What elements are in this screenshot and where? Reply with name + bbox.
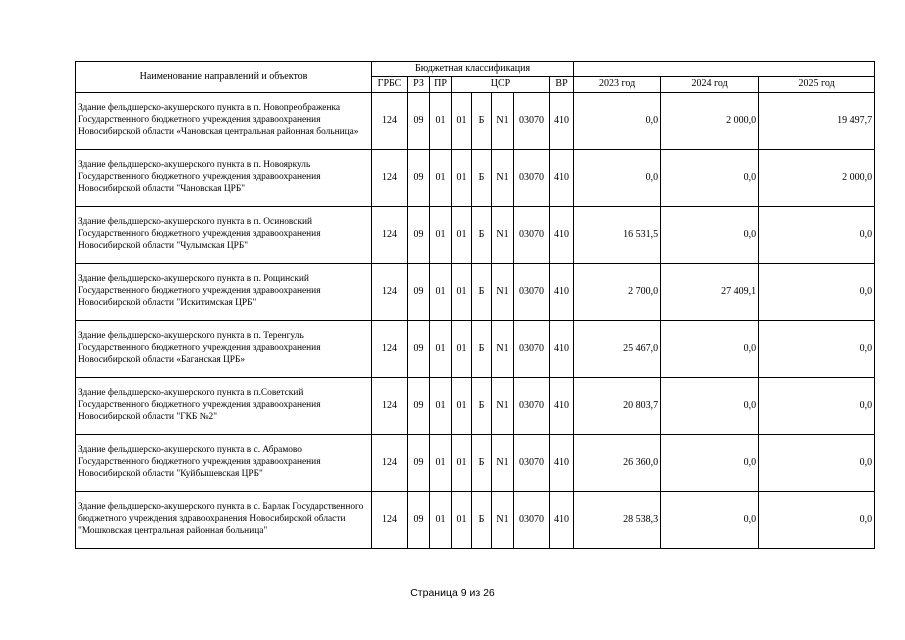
row-name: Здание фельдшерско-акушерского пункта в п. Рощинский Государственного бюджетного учреждения здравоохранения Новосибирской области "Искитимская ЦРБ" [76,264,372,321]
cell-csr-2: Б [472,264,492,321]
table-row [76,435,875,492]
cell-csr-2: Б [472,207,492,264]
cell-csr-3: N1 [492,492,514,549]
cell-pr: 01 [430,435,452,492]
cell-vr: 410 [550,150,574,207]
cell-csr-2: Б [472,492,492,549]
cell-2024: 0,0 [661,378,759,435]
row-name: Здание фельдшерско-акушерского пункта в п.Советский Государственного бюджетного учреждения здравоохранения Новосибирской области "ГКБ №2" [76,378,372,435]
cell-csr-1: 01 [452,321,472,378]
row-name: Здание фельдшерско-акушерского пункта в п. Новояркуль Государственного бюджетного учреждения здравоохранения Новосибирской области "Чановская ЦРБ" [76,150,372,207]
page-number: Страница 9 из 26 [410,587,495,599]
cell-2023: 2 700,0 [574,264,661,321]
row-name: Здание фельдшерско-акушерского пункта в п. Теренгуль Государственного бюджетного учреждения здравоохранения Новосибирской области «Баганская ЦРБ» [76,321,372,378]
cell-csr-1: 01 [452,93,472,150]
cell-csr-3: N1 [492,321,514,378]
header-csr: ЦСР [452,77,550,93]
cell-csr-1: 01 [452,207,472,264]
header-2024: 2024 год [661,77,759,93]
header-years-group [574,62,875,77]
header-name-col: Наименование направлений и объектов [76,62,372,93]
cell-vr: 410 [550,492,574,549]
cell-csr-4: 03070 [514,321,550,378]
cell-vr: 410 [550,435,574,492]
cell-pr: 01 [430,492,452,549]
cell-2023: 25 467,0 [574,321,661,378]
cell-csr-2: Б [472,321,492,378]
cell-grbs: 124 [372,93,408,150]
table-row [76,378,875,435]
header-vr: ВР [550,77,574,93]
cell-2024: 0,0 [661,150,759,207]
cell-2024: 0,0 [661,435,759,492]
header-grbs: ГРБС [372,77,408,93]
cell-2024: 0,0 [661,321,759,378]
header-2023: 2023 год [574,77,661,93]
cell-2025: 0,0 [759,207,875,264]
header-pr: ПР [430,77,452,93]
cell-csr-2: Б [472,150,492,207]
cell-grbs: 124 [372,435,408,492]
cell-vr: 410 [550,207,574,264]
table-row [76,150,875,207]
header-row-1 [76,62,875,77]
header-rz: РЗ [408,77,430,93]
cell-csr-3: N1 [492,378,514,435]
cell-csr-1: 01 [452,264,472,321]
cell-2024: 0,0 [661,492,759,549]
cell-rz: 09 [408,93,430,150]
cell-pr: 01 [430,93,452,150]
table-row [76,207,875,264]
cell-pr: 01 [430,207,452,264]
cell-csr-2: Б [472,93,492,150]
cell-2025: 2 000,0 [759,150,875,207]
cell-csr-3: N1 [492,264,514,321]
cell-csr-4: 03070 [514,264,550,321]
cell-csr-4: 03070 [514,492,550,549]
cell-2023: 0,0 [574,93,661,150]
cell-2025: 0,0 [759,492,875,549]
cell-2023: 0,0 [574,150,661,207]
cell-rz: 09 [408,321,430,378]
budget-table [75,61,875,549]
table-row [76,93,875,150]
cell-rz: 09 [408,492,430,549]
cell-grbs: 124 [372,321,408,378]
cell-csr-1: 01 [452,435,472,492]
cell-csr-2: Б [472,435,492,492]
cell-csr-4: 03070 [514,93,550,150]
cell-grbs: 124 [372,264,408,321]
cell-csr-4: 03070 [514,207,550,264]
table-body [76,93,875,549]
cell-grbs: 124 [372,492,408,549]
cell-rz: 09 [408,435,430,492]
cell-grbs: 124 [372,150,408,207]
cell-2025: 0,0 [759,264,875,321]
header-budget-class: Бюджетная классификация [372,62,574,77]
cell-2025: 0,0 [759,378,875,435]
cell-csr-3: N1 [492,435,514,492]
cell-2023: 20 803,7 [574,378,661,435]
row-name: Здание фельдшерско-акушерского пункта в п. Новопреображенка Государственного бюджетного учреждения здравоохранения Новосибирской области «Чановская центральная районная больница» [76,93,372,150]
row-name: Здание фельдшерско-акушерского пункта в п. Осиновский Государственного бюджетного учреждения здравоохранения Новосибирской области "Чулымская ЦРБ" [76,207,372,264]
cell-2024: 2 000,0 [661,93,759,150]
header-2025: 2025 год [759,77,875,93]
cell-csr-4: 03070 [514,435,550,492]
cell-csr-3: N1 [492,93,514,150]
cell-grbs: 124 [372,378,408,435]
cell-csr-1: 01 [452,150,472,207]
cell-pr: 01 [430,264,452,321]
cell-rz: 09 [408,378,430,435]
cell-vr: 410 [550,378,574,435]
cell-rz: 09 [408,207,430,264]
cell-csr-1: 01 [452,378,472,435]
cell-csr-4: 03070 [514,378,550,435]
cell-vr: 410 [550,264,574,321]
cell-vr: 410 [550,93,574,150]
cell-2023: 28 538,3 [574,492,661,549]
row-name: Здание фельдшерско-акушерского пункта в с. Барлак Государственного бюджетного учреждения здравоохранения Новосибирской области "Мошковская центральная районная больница" [76,492,372,549]
cell-2024: 27 409,1 [661,264,759,321]
cell-csr-4: 03070 [514,150,550,207]
row-name: Здание фельдшерско-акушерского пункта в с. Абрамово Государственного бюджетного учреждения здравоохранения Новосибирской области "Куйбышевская ЦРБ" [76,435,372,492]
cell-2023: 16 531,5 [574,207,661,264]
table-row [76,321,875,378]
table-row [76,492,875,549]
cell-vr: 410 [550,321,574,378]
cell-2025: 19 497,7 [759,93,875,150]
cell-csr-2: Б [472,378,492,435]
cell-csr-1: 01 [452,492,472,549]
cell-rz: 09 [408,150,430,207]
cell-csr-3: N1 [492,207,514,264]
cell-2023: 26 360,0 [574,435,661,492]
cell-grbs: 124 [372,207,408,264]
table-row [76,264,875,321]
cell-pr: 01 [430,150,452,207]
cell-pr: 01 [430,378,452,435]
cell-pr: 01 [430,321,452,378]
cell-2024: 0,0 [661,207,759,264]
cell-csr-3: N1 [492,150,514,207]
cell-2025: 0,0 [759,321,875,378]
cell-2025: 0,0 [759,435,875,492]
cell-rz: 09 [408,264,430,321]
